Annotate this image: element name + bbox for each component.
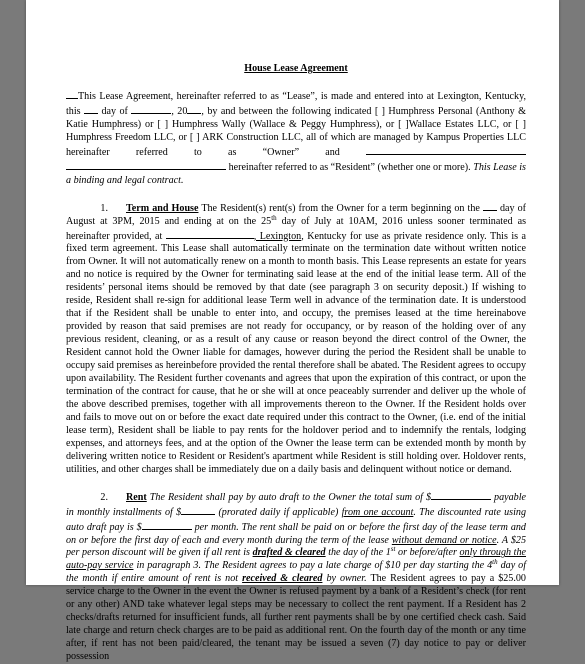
blank-total-sum xyxy=(431,490,491,500)
blank-line xyxy=(66,89,78,99)
section-heading: Rent xyxy=(126,491,147,503)
blank-day xyxy=(131,104,171,114)
blank-start-day xyxy=(483,201,497,211)
document-page xyxy=(26,0,559,663)
blank-installment xyxy=(181,505,215,515)
lease-body xyxy=(66,63,526,664)
section-heading: Term and House xyxy=(126,202,199,214)
blank-line xyxy=(84,104,98,114)
intro-paragraph: This Lease Agreement, hereinafter referred to as “Lease”, is made and entered into at Lexington, Kentucky, this day of , 20 , by and between the following indicated [ ] Humphress Personal (Anthony & Katie Humphress) or [ ] Humphress Wally (Wallace & Peggy Humphress), or [ ]Wallace Estates LLC, or [ ] Humphress Freedom LLC, or [ ] ARK Construction LLC, all of which are managed by Kampus Properties LLC hereinafter referred to as “Owner” and hereinafter referred to as “Resident” (whether one or more). This Lease is a binding and legal contract. xyxy=(66,90,526,186)
blank-discount-rate xyxy=(142,520,192,530)
section-number: 1. xyxy=(100,202,108,214)
blank-year xyxy=(187,104,201,114)
section-number: 2. xyxy=(100,491,108,503)
blank-address xyxy=(166,229,254,239)
blank-owner-name xyxy=(366,145,526,155)
blank-owner-name-cont xyxy=(66,160,226,170)
document-title: House Lease Agreement xyxy=(244,63,348,74)
section-rent: 2. Rent The Resident shall pay by auto draft to the Owner the total sum of $ payable in monthly installments of $ (prorated daily if applicable) from one account. The discounted rate using auto draft pay is $ per month. The rent shall be paid on or before the first day of the lease term and on or before the first day of each and every month during the term of the lease without demand or notice. A $25 per person discount will be given if all rent is drafted & cleared the day of the 1st or before/after only through the auto-pay service in paragraph 3. The Resident agrees to pay a late charge of $10 per day starting the 4th day of the month if entire amount of rent is not received & cleared by owner. The Resident agrees to pay a $25.00 service charge to the Owner in the event the Owner is refused payment by a bank of a Resident’s check (for rent or any other) AND take whatever legal steps may be necessary to collect the rent payment. If a Resident has 2 checks/drafts returned for insufficient funds, all further rent payments shall be by one certified check cash. Said late charge and return check charges are to be paid as additional rent. On the fourth day of the month or any time after, if rent has not been paid/cleared, the tenant may be issued a seven (7) day notice to pay or deliver possession xyxy=(66,491,527,663)
section-term-and-house: 1. Term and House The Resident(s) rent(s) from the Owner for a term beginning on the day of August at 3PM, 2015 and ending at on the 25th day of July at 10AM, 2016 unless sooner terminated as hereinafter provided, at , Lexington, Kentucky for use as private residence only. This is a fixed term agreement. This Lease shall automatically terminate on the termination date without written notice from Owner. It will not automatically renew on a month to month basis. This Lease represents an estate for years and no notice is required by the Owner for terminating said lease at the end of the initial lease term. All of the residents’ personal items should be removed by that date (see paragraph 3 on security deposit.) If wishing to reside, Resident shall re-sign for additional lease Term well in advance of the termination date. It is understood that if the Resident shall be unable to enter into, and occupy, the premises leased at the time hereinabove provided by reason that said premises are not ready for occupancy, or by reason of the holding over of any previous resident, cleaning, or as a result of any cause or reason beyond the direct control of the Owner, the Resident cannot hold the Owner liable for damages, however during the period the Resident shall be unable to occupy said premises as hereinbefore provided the rental therefore shall be abated. The Resident agrees to occupy upon availability. The Resident further covenants and agrees that upon the expiration of this contract, or upon the termination of the contract for cause, that he or she will at once peaceably surrender and deliver up the whole of the above described premises, together with all improvements thereon to the Owner. If the Resident holds over and fails to move out on or before the exact date required under this contract to the Owner, (i.e. end of the initial lease term), Resident shall be liable to pay rents for the holdover period and to indemnify the rentals, lodging expenses, and attorneys fees, and at the option of the Owner the lease term can be extended month by month by delivering written notice to Resident or Resident's apartment while Resident is still holding over. Holdover rents, utilities, and other charges shall be immediately due on a daily basis and delinquent without notice or demand. xyxy=(66,202,527,475)
